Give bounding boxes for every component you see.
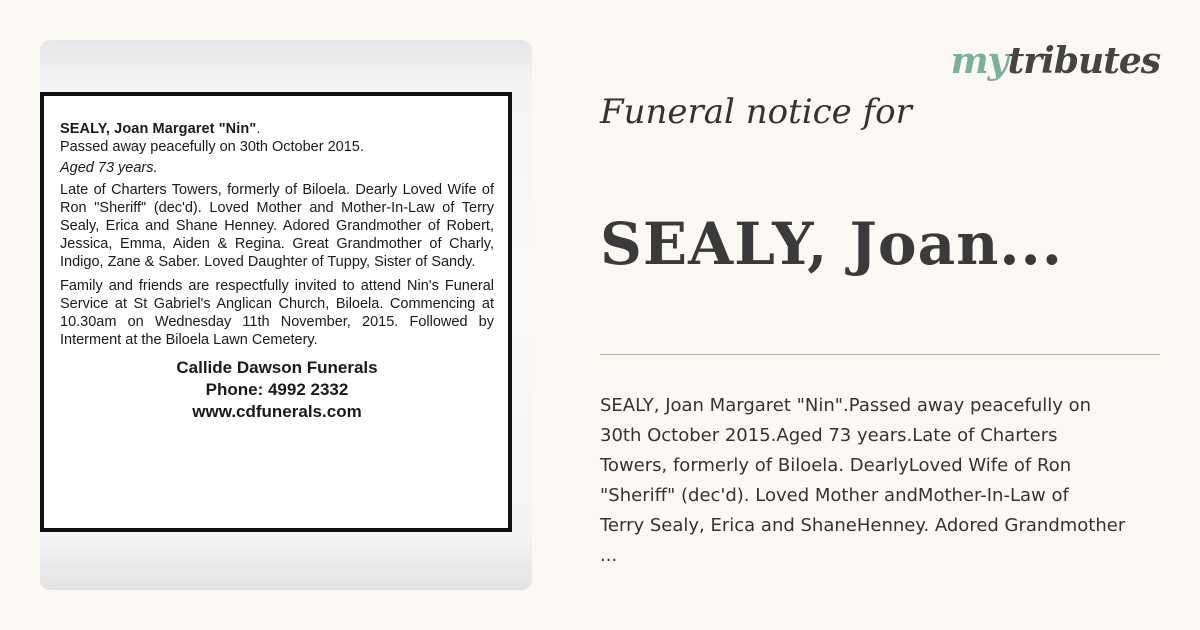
notice-body-service: Family and friends are respectfully invited to attend Nin's Funeral Service at St Gabriel's Anglican Church, Biloela. Commencing at 10.30am on Wednesday 11th November, 2015. Followed by Interment at the Biloela Lawn Cemetery. (60, 278, 494, 348)
funeral-director-name: Callide Dawson Funerals (176, 358, 378, 377)
notice-excerpt (600, 391, 1188, 571)
notice-name-line (60, 120, 494, 138)
notice-image-card (40, 40, 532, 590)
notice-name: SEALY, Joan Margaret "Nin" (60, 121, 257, 137)
notice-name-tail: . (256, 121, 261, 137)
mytributes-logo[interactable] (951, 40, 1160, 82)
deceased-name: SEALY, Joan... (600, 210, 1063, 278)
excerpt-ellipsis: ... (600, 545, 618, 566)
logo-part-tributes: tributes (1007, 40, 1160, 82)
notice-body-family: Late of Charters Towers, formerly of Biloela. Dearly Loved Wife of Ron "Sheriff" (dec'd). Loved Mother and Mother-In-Law of Terry Sealy, Erica and Shane Henney. Adored Grandmother of Robert, Jessica, Emma, Aiden & Regina. Great Grandmother of Charly, Indigo, Zane & Saber. Loved Daughter of Tuppy, Sister of Sandy. (60, 182, 494, 270)
notice-aged: Aged 73 years. (60, 160, 158, 176)
excerpt-line: Towers, formerly of Biloela. DearlyLoved Wife of Ron (600, 455, 1072, 476)
notice-footer (60, 357, 494, 423)
excerpt-line: Terry Sealy, Erica and ShaneHenney. Adored Grandmother (600, 515, 1126, 536)
divider (600, 354, 1160, 355)
funeral-director-phone: Phone: 4992 2332 (205, 380, 349, 399)
logo-part-my: my (950, 40, 1008, 82)
page-heading: Funeral notice for (600, 92, 912, 132)
excerpt-line: "Sheriff" (dec'd). Loved Mother andMother-In-Law of (600, 485, 1069, 506)
excerpt-line: 30th October 2015.Aged 73 years.Late of Charters (600, 425, 1058, 446)
funeral-notice-clipping (40, 92, 512, 532)
notice-passed: Passed away peacefully on 30th October 2015. (60, 139, 364, 155)
funeral-director-website: www.cdfunerals.com (192, 402, 362, 421)
excerpt-line: SEALY, Joan Margaret "Nin".Passed away peacefully on (600, 395, 1092, 416)
